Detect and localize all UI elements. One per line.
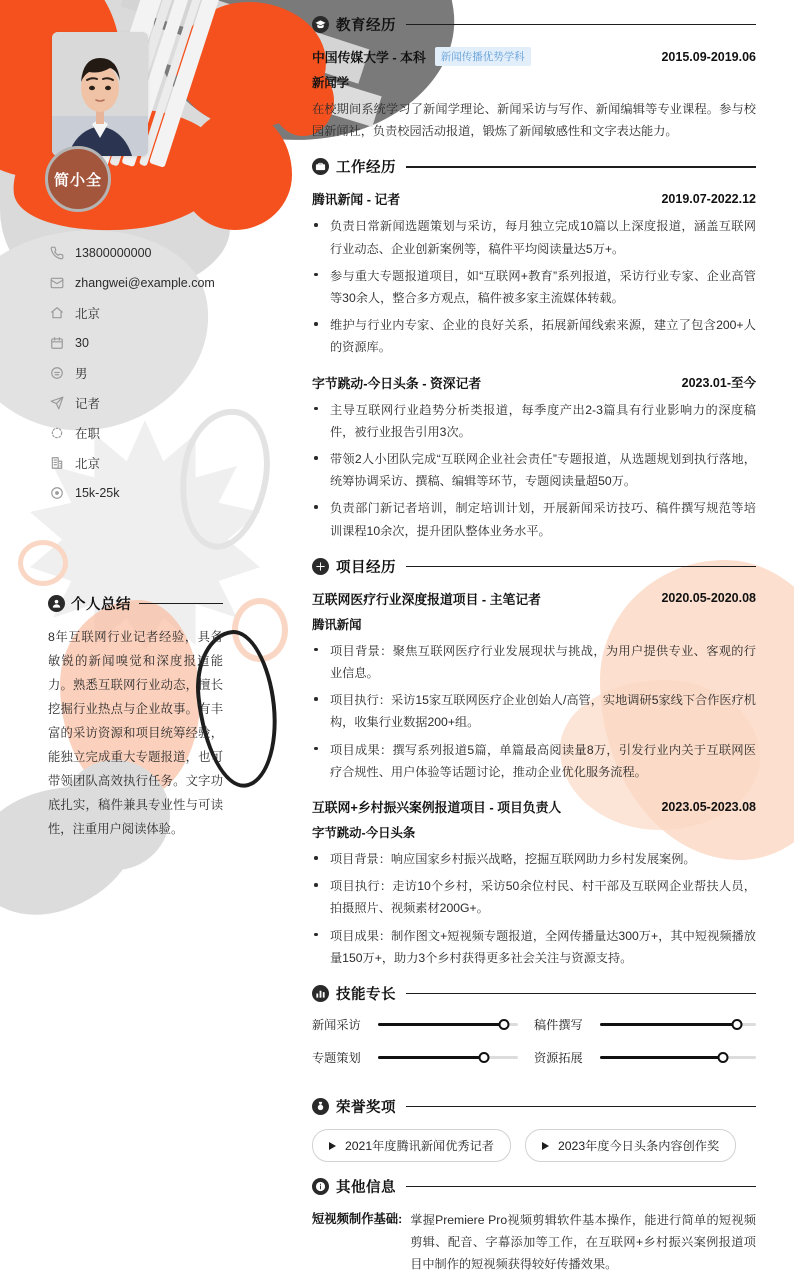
project-bullets — [312, 848, 756, 969]
work-date: 2023.01-至今 — [681, 376, 756, 391]
contact-value: 15k-25k — [75, 486, 120, 500]
work-section — [312, 156, 756, 541]
education-badge: 新闻传播优势学科 — [435, 47, 531, 66]
left-sidebar — [0, 0, 300, 1288]
other-item — [312, 1209, 756, 1276]
section-rule — [406, 24, 756, 26]
education-section — [312, 14, 756, 142]
list-item: 主导互联网行业趋势分析类报道，每季度产出2-3篇具有行业影响力的深度稿件，被行业报告引用3次。 — [312, 399, 756, 443]
info-icon — [312, 1178, 329, 1195]
work-entry — [312, 189, 756, 358]
contact-item-salary — [48, 478, 278, 508]
contact-list — [48, 238, 278, 508]
skill-slider[interactable] — [378, 1021, 518, 1029]
work-position: 腾讯新闻 - 记者 — [312, 192, 401, 208]
summary-text: 8年互联网行业记者经验，具备敏锐的新闻嗅觉和深度报道能力。熟悉互联网行业动态，擅长挖掘行业热点与企业故事。有丰富的采访资源和项目统筹经验，能独立完成重大专题报道，也可带领团队高效执行任务。文字功底扎实，稿件兼具专业性与可读性，注重用户阅读体验。 — [48, 630, 223, 836]
skills-header — [312, 983, 756, 1004]
work-header — [312, 156, 756, 177]
project-date: 2020.05-2020.08 — [661, 591, 756, 606]
name-badge — [45, 146, 111, 212]
project-bullets — [312, 640, 756, 783]
list-item: 项目执行：走访10个乡村，采访50余位村民、村干部及互联网企业帮扶人员，拍摄照片、视频素材200G+。 — [312, 875, 756, 919]
skill-slider[interactable] — [600, 1054, 756, 1062]
honors-title: 荣誉奖项 — [336, 1100, 396, 1117]
list-item: 项目背景：聚焦互联网医疗行业发展现状与挑战，为用户提供专业、客观的行业信息。 — [312, 640, 756, 684]
chart-icon — [312, 985, 329, 1002]
contact-value: 男 — [75, 367, 88, 381]
list-item: 维护与行业内专家、企业的良好关系，拓展新闻线索来源，建立了包含200+人的资源库。 — [312, 314, 756, 358]
contact-value: 记者 — [75, 397, 101, 411]
honor-tag[interactable] — [525, 1129, 736, 1162]
project-company: 字节跳动-今日头条 — [312, 826, 416, 841]
other-header — [312, 1176, 756, 1197]
projects-title: 项目经历 — [336, 559, 396, 576]
calendar-icon — [48, 334, 66, 352]
paper-plane-icon — [48, 394, 66, 412]
briefcase-icon — [312, 158, 329, 175]
skill-thumb[interactable] — [479, 1052, 490, 1063]
work-entry-top — [312, 373, 756, 392]
education-header — [312, 14, 756, 35]
list-item: 项目执行：采访15家互联网医疗企业创始人/高管，实地调研5家线下合作医疗机构，收集行业数据200+组。 — [312, 689, 756, 733]
contact-value: 13800000000 — [75, 246, 152, 260]
project-company: 腾讯新闻 — [312, 617, 362, 632]
skill-item — [534, 1049, 756, 1066]
contact-item-age — [48, 328, 278, 358]
work-entry — [312, 373, 756, 542]
work-bullets — [312, 215, 756, 358]
summary-section — [48, 593, 223, 842]
list-item: 负责部门新记者培训，制定培训计划，开展新闻采访技巧、稿件撰写规范等培训课程10余次，提升团队整体业务水平。 — [312, 497, 756, 541]
project-name: 互联网+乡村振兴案例报道项目 - 项目负责人 — [312, 800, 562, 816]
work-date: 2019.07-2022.12 — [661, 191, 756, 206]
education-entry-left — [312, 47, 531, 66]
skill-fill — [378, 1023, 504, 1026]
section-rule — [406, 1186, 756, 1188]
list-item: 参与重大专题报道项目，如“互联网+教育”系列报道，采访行业专家、企业高管等30余人，整合多方观点，稿件被多家主流媒体转载。 — [312, 265, 756, 309]
status-icon — [48, 424, 66, 442]
list-item: 项目成果：撰写系列报道5篇，单篇最高阅读量8万，引发行业内关于互联网医疗合规性、用户体验等话题讨论，推动企业优化服务流程。 — [312, 739, 756, 783]
medal-icon — [312, 1098, 329, 1115]
honors-header — [312, 1096, 756, 1117]
section-rule — [406, 993, 756, 995]
work-entry-top — [312, 189, 756, 208]
honor-tag[interactable] — [312, 1129, 511, 1162]
project-entry-top — [312, 797, 756, 816]
project-entry — [312, 589, 756, 783]
skills-section — [312, 983, 756, 1082]
gender-icon — [48, 364, 66, 382]
skill-thumb[interactable] — [732, 1019, 743, 1030]
section-rule — [406, 566, 756, 568]
education-date: 2015.09-2019.06 — [661, 49, 756, 64]
contact-value: zhangwei@example.com — [75, 276, 215, 290]
project-entry-top — [312, 589, 756, 608]
summary-title: 个人总结 — [71, 597, 131, 613]
project-date: 2023.05-2023.08 — [661, 799, 756, 814]
honors-section — [312, 1096, 756, 1162]
skill-thumb[interactable] — [718, 1052, 729, 1063]
play-triangle-icon — [329, 1142, 336, 1150]
target-icon — [48, 484, 66, 502]
work-title: 工作经历 — [336, 160, 396, 177]
list-item: 项目成果：制作图文+短视频专题报道，全网传播量达300万+，其中短视频播放量150万+，助力3个乡村获得更多社会关注与资源支持。 — [312, 925, 756, 969]
honors-list — [312, 1129, 756, 1162]
graduation-icon — [312, 16, 329, 33]
education-description: 在校期间系统学习了新闻学理论、新闻采访与写作、新闻编辑等专业课程。参与校园新闻社，负责校园活动报道，锻炼了新闻敏感性和文字表达能力。 — [312, 102, 756, 139]
work-bullets — [312, 399, 756, 542]
skill-label: 新闻采访 — [312, 1018, 361, 1033]
envelope-icon — [48, 274, 66, 292]
skill-fill — [600, 1056, 723, 1059]
list-item: 项目背景：响应国家乡村振兴战略，挖掘互联网助力乡村发展案例。 — [312, 848, 756, 870]
play-triangle-icon — [542, 1142, 549, 1150]
skill-fill — [600, 1023, 737, 1026]
other-value: 掌握Premiere Pro视频剪辑软件基本操作，能进行简单的短视频剪辑、配音、字幕添加等工作，在互联网+乡村振兴案例报道项目中制作的短视频获得较好传播效果。 — [410, 1213, 756, 1272]
skill-slider[interactable] — [378, 1054, 518, 1062]
section-rule — [406, 166, 756, 168]
contact-value: 在职 — [75, 427, 101, 441]
skills-title: 技能专长 — [336, 987, 396, 1004]
honor-label: 2021年度腾讯新闻优秀记者 — [345, 1139, 494, 1154]
skill-item — [312, 1016, 534, 1033]
projects-header — [312, 556, 756, 577]
work-position: 字节跳动-今日头条 - 资深记者 — [312, 375, 482, 391]
profile-name: 简小全 — [53, 171, 102, 189]
education-entry — [312, 47, 756, 142]
school-name: 中国传媒大学 - 本科 — [312, 50, 426, 65]
skill-label: 稿件撰写 — [534, 1018, 583, 1033]
skill-fill — [378, 1056, 484, 1059]
main-content — [312, 0, 756, 1278]
education-major: 新闻学 — [312, 76, 350, 90]
other-label: 短视频制作基础: — [312, 1212, 403, 1227]
skill-label: 资源拓展 — [534, 1051, 583, 1066]
grid-icon — [312, 558, 329, 575]
contact-item-gender — [48, 358, 278, 388]
project-entry — [312, 797, 756, 969]
list-item: 负责日常新闻选题策划与采访，每月独立完成10篇以上深度报道，涵盖互联网行业动态、企业创新案例等，稿件平均阅读量达5万+。 — [312, 215, 756, 259]
contact-item-email — [48, 268, 278, 298]
contact-item-phone — [48, 238, 278, 268]
skill-item — [312, 1049, 534, 1066]
skill-label: 专题策划 — [312, 1051, 361, 1066]
skill-thumb[interactable] — [499, 1019, 510, 1030]
education-entry-top — [312, 47, 756, 66]
home-icon — [48, 304, 66, 322]
contact-item-position — [48, 388, 278, 418]
contact-item-city — [48, 448, 278, 478]
skills-grid — [312, 1016, 756, 1082]
honor-label: 2023年度今日头条内容创作奖 — [558, 1139, 720, 1154]
building-icon — [48, 454, 66, 472]
portrait-photo-icon — [52, 32, 148, 156]
section-rule — [406, 1106, 756, 1108]
project-name: 互联网医疗行业深度报道项目 - 主笔记者 — [312, 591, 541, 607]
summary-header — [48, 593, 223, 614]
education-title: 教育经历 — [336, 18, 396, 34]
list-item: 带领2人小团队完成“互联网企业社会责任”专题报道，从选题规划到执行落地，统筹协调采访、撰稿、编辑等环节，专题阅读量超50万。 — [312, 448, 756, 492]
contact-value: 北京 — [75, 307, 101, 321]
contact-value: 北京 — [75, 457, 101, 471]
avatar — [52, 32, 148, 156]
other-title: 其他信息 — [336, 1180, 396, 1197]
phone-icon — [48, 244, 66, 262]
summary-rule — [139, 603, 223, 605]
contact-value: 30 — [75, 336, 89, 350]
user-icon — [48, 595, 65, 612]
projects-section — [312, 556, 756, 969]
other-section — [312, 1176, 756, 1276]
contact-item-status — [48, 418, 278, 448]
skill-item — [534, 1016, 756, 1033]
skill-slider[interactable] — [600, 1021, 756, 1029]
contact-item-location — [48, 298, 278, 328]
